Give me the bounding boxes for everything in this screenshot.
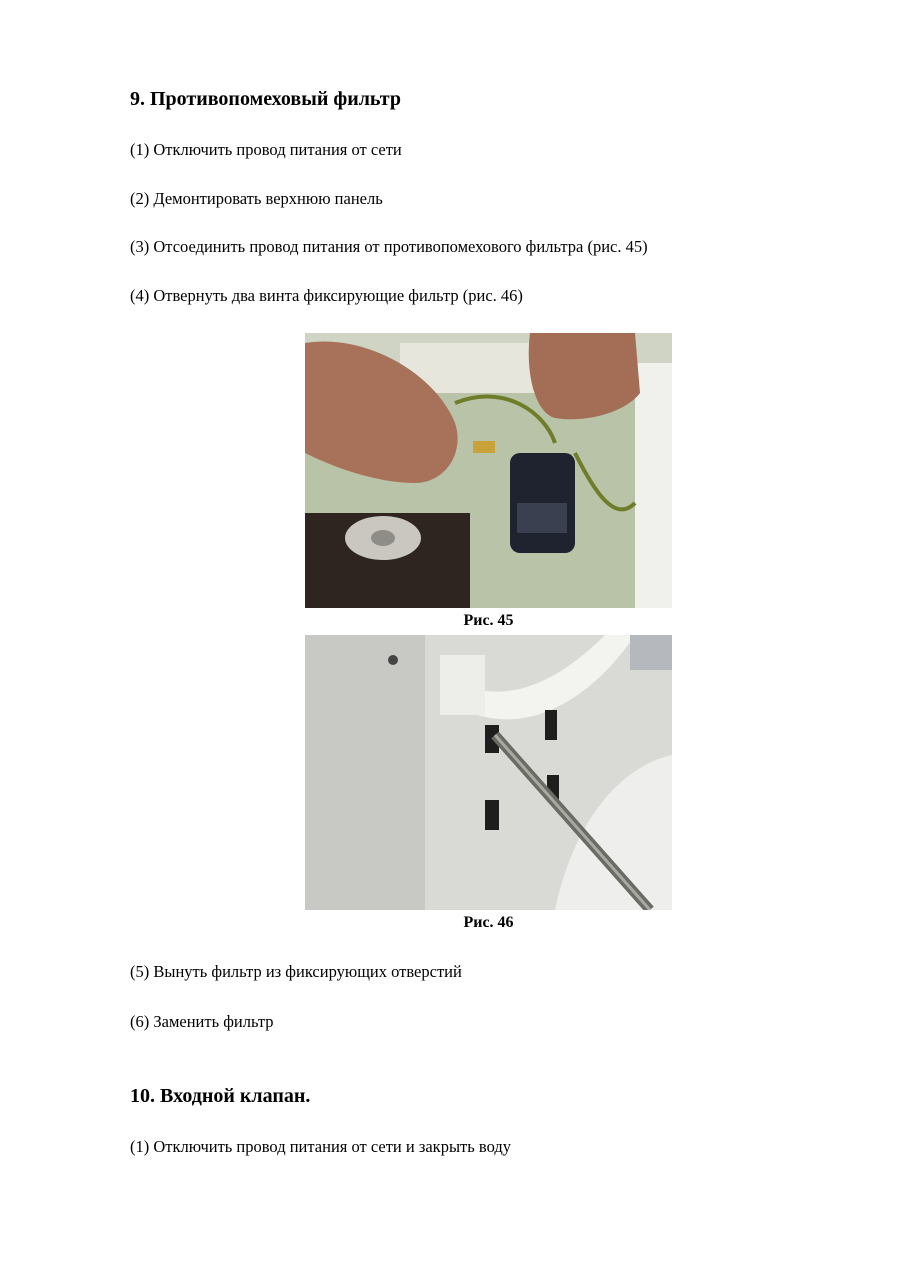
section-heading: 9. Противопомеховый фильтр <box>130 88 401 110</box>
step-item: (2) Демонтировать верхнюю панель <box>130 189 383 208</box>
step-item: (6) Заменить фильтр <box>130 1012 274 1031</box>
step-item: (3) Отсоединить провод питания от противопомехового фильтра (рис. 45) <box>130 237 648 256</box>
section-heading: 10. Входной клапан. <box>130 1085 311 1107</box>
figure-photo <box>305 333 672 608</box>
step-item: (1) Отключить провод питания от сети <box>130 140 402 159</box>
figure-caption: Рис. 46 <box>463 914 514 931</box>
step-item: (1) Отключить провод питания от сети и закрыть воду <box>130 1137 511 1156</box>
figure-caption: Рис. 45 <box>463 612 514 629</box>
step-item: (5) Вынуть фильтр из фиксирующих отверстий <box>130 962 462 981</box>
step-item: (4) Отвернуть два винта фиксирующие фильтр (рис. 46) <box>130 286 523 305</box>
figure-photo <box>305 635 672 910</box>
